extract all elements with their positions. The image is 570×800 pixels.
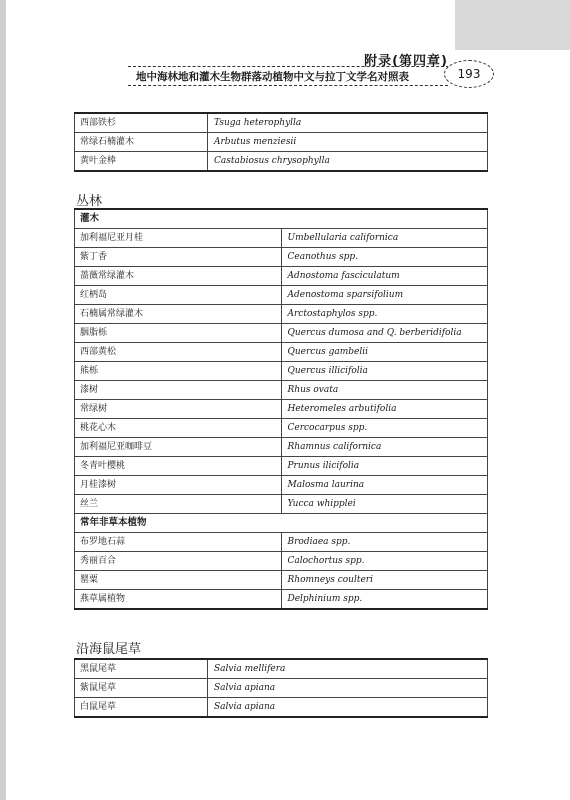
table-row <box>75 381 488 400</box>
table-row <box>75 679 488 698</box>
coastal-sage-species-table <box>74 658 488 718</box>
table-row <box>75 324 488 343</box>
table-row <box>75 571 488 590</box>
chinese-name-cell: 蔷薇常绿灌木 <box>75 267 282 286</box>
latin-name-cell: Calochortus spp. <box>281 552 488 571</box>
section-title-chaparral: 丛林 <box>76 194 103 209</box>
header-gray-block <box>455 0 570 50</box>
latin-name-cell: Heteromeles arbutifolia <box>281 400 488 419</box>
latin-name-cell: Rhamnus californica <box>281 438 488 457</box>
latin-name-cell: Prunus ilicifolia <box>281 457 488 476</box>
latin-name-cell: Umbellularia californica <box>281 229 488 248</box>
chinese-name-cell: 罂粟 <box>75 571 282 590</box>
chinese-name-cell: 加利福尼亚月桂 <box>75 229 282 248</box>
latin-name-cell: Quercus illicifolia <box>281 362 488 381</box>
chinese-name-cell: 布罗地石蒜 <box>75 533 282 552</box>
latin-name-cell: Quercus dumosa and Q. berberidifolia <box>281 324 488 343</box>
latin-name-cell: Salvia mellifera <box>208 659 488 679</box>
latin-name-cell: Rhomneys coulteri <box>281 571 488 590</box>
chinese-name-cell: 熊栎 <box>75 362 282 381</box>
latin-name-cell: Adenostoma sparsifolium <box>281 286 488 305</box>
chinese-name-cell: 红柄岛 <box>75 286 282 305</box>
header-dashed-rule-top <box>128 66 454 67</box>
latin-name-cell: Ceanothus spp. <box>281 248 488 267</box>
table-row <box>75 698 488 718</box>
chaparral-species-table <box>74 208 488 610</box>
table-row <box>75 267 488 286</box>
table-row <box>75 286 488 305</box>
latin-name-cell: Rhus ovata <box>281 381 488 400</box>
chinese-name-cell: 加利福尼亚咖啡豆 <box>75 438 282 457</box>
chinese-name-cell: 常绿石楠灌木 <box>75 133 208 152</box>
latin-name-cell: Delphinium spp. <box>281 590 488 610</box>
latin-name-cell: Quercus gambelii <box>281 343 488 362</box>
latin-name-cell: Cercocarpus spp. <box>281 419 488 438</box>
chinese-name-cell: 桃花心木 <box>75 419 282 438</box>
latin-name-cell: Tsuga heterophylla <box>208 113 488 133</box>
table-row <box>75 495 488 514</box>
group-header: 常年非草本植物 <box>75 514 488 533</box>
group-header-row <box>75 209 488 229</box>
chinese-name-cell: 冬青叶樱桃 <box>75 457 282 476</box>
table-row <box>75 133 488 152</box>
latin-name-cell: Salvia apiana <box>208 698 488 718</box>
group-header-row <box>75 514 488 533</box>
chapter-title: 附录(第四章) <box>364 54 448 69</box>
table-row <box>75 533 488 552</box>
chinese-name-cell: 紫丁香 <box>75 248 282 267</box>
table-row <box>75 113 488 133</box>
table-row <box>75 457 488 476</box>
page-edge-shadow <box>0 0 6 800</box>
latin-name-cell: Malosma laurina <box>281 476 488 495</box>
chinese-name-cell: 胭脂栎 <box>75 324 282 343</box>
latin-name-cell: Adnostoma fasciculatum <box>281 267 488 286</box>
group-header: 灌木 <box>75 209 488 229</box>
table-row <box>75 152 488 172</box>
chinese-name-cell: 丝兰 <box>75 495 282 514</box>
table-row <box>75 552 488 571</box>
chinese-name-cell: 秀丽百合 <box>75 552 282 571</box>
running-header: 地中海林地和灌木生物群落动植物中文与拉丁文学名对照表 <box>136 71 409 83</box>
chinese-name-cell: 石楠属常绿灌木 <box>75 305 282 324</box>
table-row <box>75 305 488 324</box>
page-number: 193 <box>444 60 494 88</box>
table-row <box>75 590 488 610</box>
chinese-name-cell: 漆树 <box>75 381 282 400</box>
table-row <box>75 229 488 248</box>
chinese-name-cell: 西部铁杉 <box>75 113 208 133</box>
latin-name-cell: Castabiosus chrysophylla <box>208 152 488 172</box>
chinese-name-cell: 紫鼠尾草 <box>75 679 208 698</box>
table-row <box>75 248 488 267</box>
latin-name-cell: Salvia apiana <box>208 679 488 698</box>
chinese-name-cell: 燕草属植物 <box>75 590 282 610</box>
table-row <box>75 400 488 419</box>
latin-name-cell: Yucca whipplei <box>281 495 488 514</box>
table-row <box>75 419 488 438</box>
section-title-coastal-sage: 沿海鼠尾草 <box>76 642 142 657</box>
table-row <box>75 476 488 495</box>
chinese-name-cell: 黄叶金棒 <box>75 152 208 172</box>
latin-name-cell: Arctostaphylos spp. <box>281 305 488 324</box>
table-row <box>75 343 488 362</box>
chinese-name-cell: 西部黄松 <box>75 343 282 362</box>
chinese-name-cell: 黑鼠尾草 <box>75 659 208 679</box>
table-row <box>75 362 488 381</box>
chinese-name-cell: 白鼠尾草 <box>75 698 208 718</box>
chinese-name-cell: 常绿树 <box>75 400 282 419</box>
chinese-name-cell: 月桂漆树 <box>75 476 282 495</box>
header-dashed-rule-bottom <box>128 85 448 86</box>
latin-name-cell: Brodiaea spp. <box>281 533 488 552</box>
latin-name-cell: Arbutus menziesii <box>208 133 488 152</box>
table-row <box>75 659 488 679</box>
table-row <box>75 438 488 457</box>
continued-species-table <box>74 112 488 172</box>
